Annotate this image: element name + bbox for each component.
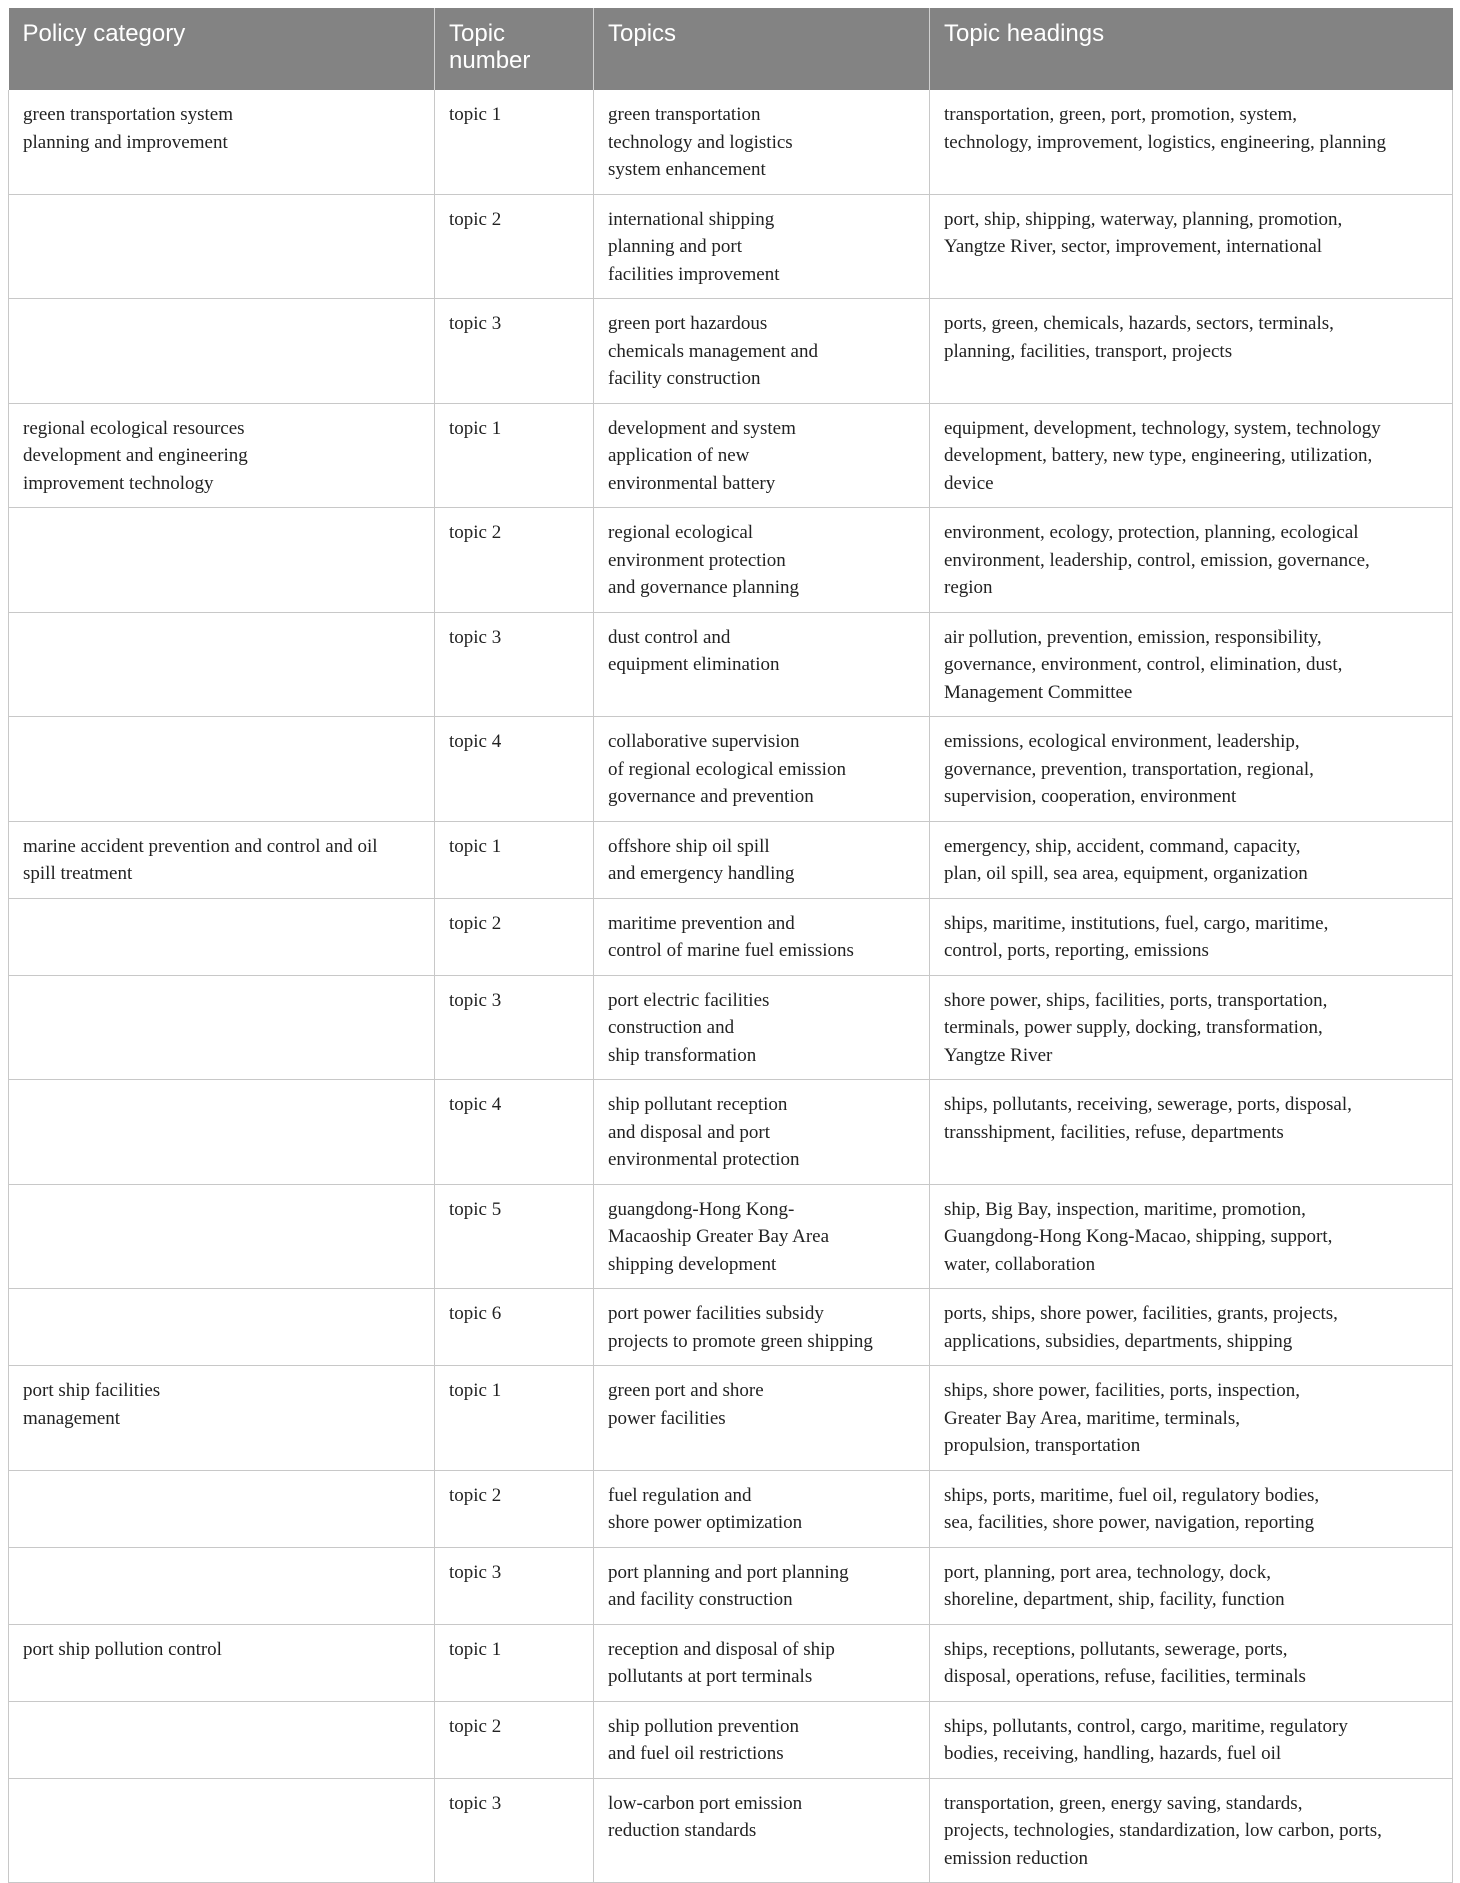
table-row bbox=[9, 1289, 1453, 1366]
table-row bbox=[9, 1184, 1453, 1289]
table-row bbox=[9, 975, 1453, 1080]
policy-category-cell bbox=[9, 194, 435, 299]
topic-headings-cell: emergency, ship, accident, command, capacity, plan, oil spill, sea area, equipment, organization bbox=[930, 821, 1453, 898]
header-topic-number: Topic number bbox=[435, 8, 594, 90]
topic-number-cell: topic 4 bbox=[435, 1080, 594, 1185]
topic-number-cell: topic 1 bbox=[435, 1366, 594, 1471]
table-row bbox=[9, 1366, 1453, 1471]
topic-number-cell: topic 1 bbox=[435, 821, 594, 898]
topic-headings-cell: equipment, development, technology, system, technology development, battery, new type, engineering, utilization, device bbox=[930, 403, 1453, 508]
topic-cell: ship pollution prevention and fuel oil restrictions bbox=[594, 1701, 930, 1778]
topic-number-cell: topic 1 bbox=[435, 1624, 594, 1701]
topic-cell: international shipping planning and port facilities improvement bbox=[594, 194, 930, 299]
policy-category-cell bbox=[9, 975, 435, 1080]
header-topics: Topics bbox=[594, 8, 930, 90]
policy-category-cell: regional ecological resources development and engineering improvement technology bbox=[9, 403, 435, 508]
topic-number-cell: topic 6 bbox=[435, 1289, 594, 1366]
policy-category-cell: marine accident prevention and control and oil spill treatment bbox=[9, 821, 435, 898]
topic-number-cell: topic 3 bbox=[435, 1547, 594, 1624]
topic-headings-cell: ships, pollutants, receiving, sewerage, ports, disposal, transshipment, facilities, refuse, departments bbox=[930, 1080, 1453, 1185]
topic-number-cell: topic 5 bbox=[435, 1184, 594, 1289]
table-header bbox=[9, 8, 1453, 90]
topic-headings-cell: air pollution, prevention, emission, responsibility, governance, environment, control, elimination, dust, Management Committee bbox=[930, 612, 1453, 717]
topic-headings-cell: ship, Big Bay, inspection, maritime, promotion, Guangdong-Hong Kong-Macao, shipping, support, water, collaboration bbox=[930, 1184, 1453, 1289]
table-row bbox=[9, 403, 1453, 508]
table-row bbox=[9, 1470, 1453, 1547]
table-row bbox=[9, 1624, 1453, 1701]
topic-cell: regional ecological environment protection and governance planning bbox=[594, 508, 930, 613]
policy-category-cell: port ship facilities management bbox=[9, 1366, 435, 1471]
table-row bbox=[9, 299, 1453, 404]
topic-cell: maritime prevention and control of marine fuel emissions bbox=[594, 898, 930, 975]
table-row bbox=[9, 612, 1453, 717]
header-row bbox=[9, 8, 1453, 90]
topic-number-cell: topic 2 bbox=[435, 898, 594, 975]
policy-category-cell bbox=[9, 898, 435, 975]
topic-cell: dust control and equipment elimination bbox=[594, 612, 930, 717]
table-row bbox=[9, 194, 1453, 299]
topic-number-cell: topic 3 bbox=[435, 1778, 594, 1883]
policy-category-cell: green transportation system planning and improvement bbox=[9, 90, 435, 194]
topic-cell: development and system application of new environmental battery bbox=[594, 403, 930, 508]
topic-cell: offshore ship oil spill and emergency handling bbox=[594, 821, 930, 898]
policy-category-cell bbox=[9, 299, 435, 404]
table-row bbox=[9, 508, 1453, 613]
topic-number-cell: topic 2 bbox=[435, 1701, 594, 1778]
topic-number-cell: topic 2 bbox=[435, 194, 594, 299]
topic-cell: collaborative supervision of regional ecological emission governance and prevention bbox=[594, 717, 930, 822]
topic-cell: fuel regulation and shore power optimization bbox=[594, 1470, 930, 1547]
policy-category-cell bbox=[9, 1080, 435, 1185]
table-row bbox=[9, 1080, 1453, 1185]
topic-headings-cell: port, ship, shipping, waterway, planning, promotion, Yangtze River, sector, improvement, international bbox=[930, 194, 1453, 299]
topic-headings-cell: port, planning, port area, technology, dock, shoreline, department, ship, facility, function bbox=[930, 1547, 1453, 1624]
topic-cell: ship pollutant reception and disposal and port environmental protection bbox=[594, 1080, 930, 1185]
table-row bbox=[9, 717, 1453, 822]
topic-cell: reception and disposal of ship pollutants at port terminals bbox=[594, 1624, 930, 1701]
policy-category-cell bbox=[9, 1778, 435, 1883]
policy-category-cell bbox=[9, 1701, 435, 1778]
topic-headings-cell: ships, shore power, facilities, ports, inspection, Greater Bay Area, maritime, terminals, propulsion, transportation bbox=[930, 1366, 1453, 1471]
table-row bbox=[9, 1701, 1453, 1778]
topic-headings-cell: emissions, ecological environment, leadership, governance, prevention, transportation, regional, supervision, cooperation, environment bbox=[930, 717, 1453, 822]
table-row bbox=[9, 90, 1453, 194]
topic-number-cell: topic 3 bbox=[435, 975, 594, 1080]
policy-category-cell bbox=[9, 1547, 435, 1624]
topic-headings-cell: ports, green, chemicals, hazards, sectors, terminals, planning, facilities, transport, projects bbox=[930, 299, 1453, 404]
header-policy-category: Policy category bbox=[9, 8, 435, 90]
table-row bbox=[9, 1547, 1453, 1624]
topic-cell: port power facilities subsidy projects to promote green shipping bbox=[594, 1289, 930, 1366]
policy-category-cell bbox=[9, 508, 435, 613]
policy-topics-table bbox=[8, 8, 1453, 1883]
table-body bbox=[9, 90, 1453, 1883]
policy-category-cell bbox=[9, 612, 435, 717]
table-row bbox=[9, 821, 1453, 898]
topic-number-cell: topic 4 bbox=[435, 717, 594, 822]
topic-headings-cell: ships, receptions, pollutants, sewerage, ports, disposal, operations, refuse, facilities, terminals bbox=[930, 1624, 1453, 1701]
policy-category-cell bbox=[9, 1184, 435, 1289]
topic-headings-cell: ships, pollutants, control, cargo, maritime, regulatory bodies, receiving, handling, hazards, fuel oil bbox=[930, 1701, 1453, 1778]
topic-cell: green port and shore power facilities bbox=[594, 1366, 930, 1471]
topic-cell: green transportation technology and logistics system enhancement bbox=[594, 90, 930, 194]
topic-number-cell: topic 1 bbox=[435, 90, 594, 194]
topic-headings-cell: ships, ports, maritime, fuel oil, regulatory bodies, sea, facilities, shore power, navigation, reporting bbox=[930, 1470, 1453, 1547]
policy-category-cell: port ship pollution control bbox=[9, 1624, 435, 1701]
topic-headings-cell: transportation, green, energy saving, standards, projects, technologies, standardization, low carbon, ports, emission reduction bbox=[930, 1778, 1453, 1883]
topic-cell: port planning and port planning and facility construction bbox=[594, 1547, 930, 1624]
policy-category-cell bbox=[9, 1289, 435, 1366]
header-topic-headings: Topic headings bbox=[930, 8, 1453, 90]
policy-category-cell bbox=[9, 1470, 435, 1547]
topic-headings-cell: transportation, green, port, promotion, system, technology, improvement, logistics, engineering, planning bbox=[930, 90, 1453, 194]
topic-number-cell: topic 1 bbox=[435, 403, 594, 508]
topic-headings-cell: ships, maritime, institutions, fuel, cargo, maritime, control, ports, reporting, emissions bbox=[930, 898, 1453, 975]
topic-number-cell: topic 3 bbox=[435, 612, 594, 717]
topic-cell: low-carbon port emission reduction standards bbox=[594, 1778, 930, 1883]
topic-cell: green port hazardous chemicals management and facility construction bbox=[594, 299, 930, 404]
topic-cell: guangdong-Hong Kong- Macaoship Greater Bay Area shipping development bbox=[594, 1184, 930, 1289]
topic-headings-cell: environment, ecology, protection, planning, ecological environment, leadership, control, emission, governance, region bbox=[930, 508, 1453, 613]
topic-number-cell: topic 2 bbox=[435, 508, 594, 613]
topic-number-cell: topic 2 bbox=[435, 1470, 594, 1547]
table-row bbox=[9, 898, 1453, 975]
topic-number-cell: topic 3 bbox=[435, 299, 594, 404]
policy-category-cell bbox=[9, 717, 435, 822]
table-row bbox=[9, 1778, 1453, 1883]
topic-headings-cell: ports, ships, shore power, facilities, grants, projects, applications, subsidies, departments, shipping bbox=[930, 1289, 1453, 1366]
topic-cell: port electric facilities construction and ship transformation bbox=[594, 975, 930, 1080]
topic-headings-cell: shore power, ships, facilities, ports, transportation, terminals, power supply, docking, transformation, Yangtze River bbox=[930, 975, 1453, 1080]
